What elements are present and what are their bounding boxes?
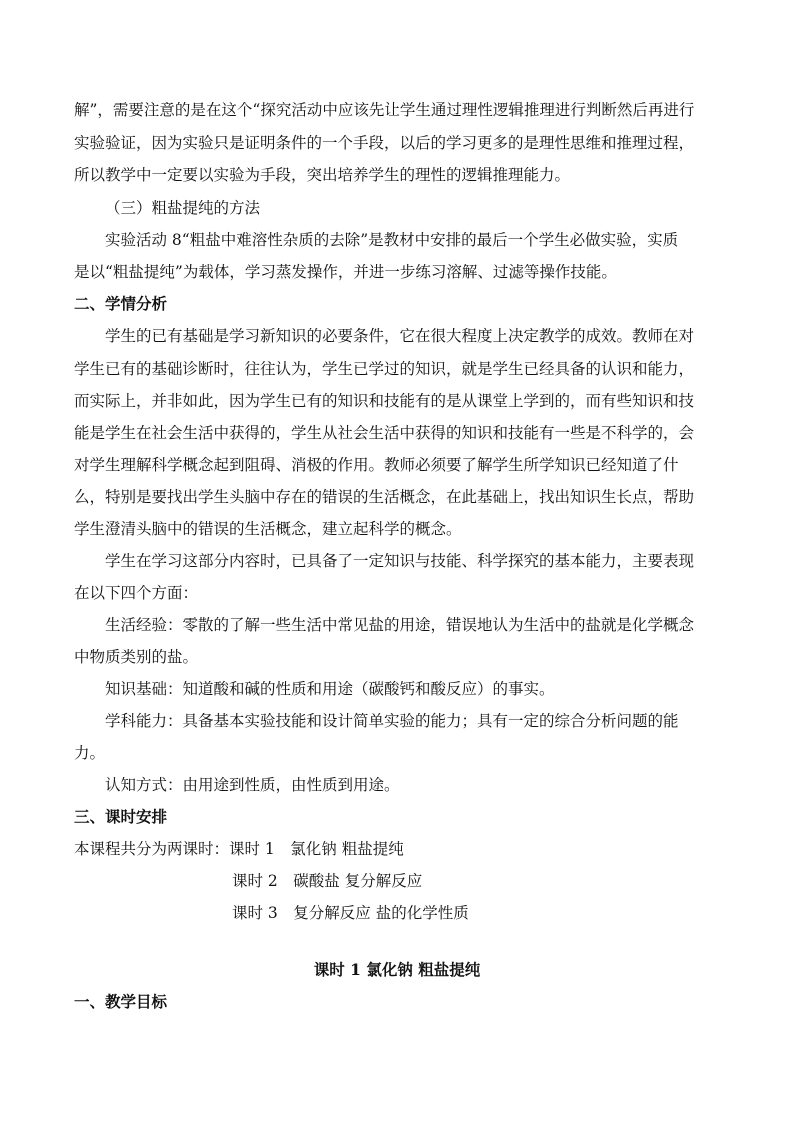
paragraph-line: 力。 xyxy=(74,744,106,762)
lesson-title: 课时 1 氯化钠 粗盐提纯 xyxy=(313,960,481,979)
schedule-line: 课时 2 碳酸盐 复分解反应 xyxy=(232,872,423,890)
paragraph-line: 么，特别是要找出学生头脑中存在的错误的生活概念，在此基础上，找出知识生长点，帮助 xyxy=(74,488,695,506)
paragraph-line: 认知方式：由用途到性质，由性质到用途。 xyxy=(105,776,400,794)
section-heading: 三、课时安排 xyxy=(74,807,168,826)
paragraph-line: 知识基础：知道酸和碱的性质和用途（碳酸钙和酸反应）的事实。 xyxy=(105,680,555,698)
section-heading: 一、教学目标 xyxy=(74,992,168,1011)
paragraph-line: 对学生理解科学概念起到阻碍、消极的作用。教师必须要了解学生所学知识已经知道了什 xyxy=(74,456,679,474)
schedule-line: 本课程共分为两课时：课时 1 氯化钠 粗盐提纯 xyxy=(74,840,404,858)
paragraph-line: 是以“粗盐提纯”为载体，学习蒸发操作，并进一步练习溶解、过滤等操作技能。 xyxy=(74,263,617,281)
paragraph-line: 学生在学习这部分内容时，已具备了一定知识与技能、科学探究的基本能力，主要表现 xyxy=(105,552,695,570)
paragraph-line: 学生澄清头脑中的错误的生活概念，建立起科学的概念。 xyxy=(74,520,462,538)
paragraph-line: 学生的已有基础是学习新知识的必要条件，它在很大程度上决定教学的成效。教师在对 xyxy=(105,327,695,345)
paragraph-line: 实验验证，因为实验只是证明条件的一个手段，以后的学习更多的是理性思维和推理过程， xyxy=(74,134,695,152)
paragraph-line: 中物质类别的盐。 xyxy=(74,648,199,666)
section-heading: 二、学情分析 xyxy=(74,294,168,313)
paragraph-line: 能是学生在社会生活中获得的，学生从社会生活中获得的知识和技能有一些是不科学的，会 xyxy=(74,424,695,442)
paragraph-line: 解”，需要注意的是在这个“探究活动中应该先让学生通过理性逻辑推理进行判断然后再进行 xyxy=(74,101,695,119)
paragraph-line: 所以教学中一定要以实验为手段，突出培养学生的理性的逻辑推理能力。 xyxy=(74,166,571,184)
paragraph-line: 而实际上，并非如此，因为学生已有的知识和技能有的是从课堂上学到的，而有些知识和技 xyxy=(74,392,695,410)
paragraph-line: 学生已有的基础诊断时，往往认为，学生已学过的知识，就是学生已经具备的认识和能力， xyxy=(74,360,695,378)
paragraph-line: 实验活动 8“粗盐中难溶性杂质的去除”是教材中安排的最后一个学生必做实验，实质 xyxy=(105,231,679,249)
schedule-line: 课时 3 复分解反应 盐的化学性质 xyxy=(232,904,469,922)
paragraph-line: 生活经验：零散的了解一些生活中常见盐的用途，错误地认为生活中的盐就是化学概念 xyxy=(105,616,695,634)
paragraph-line: 在以下四个方面： xyxy=(74,584,199,602)
paragraph-line: 学科能力：具备基本实验技能和设计简单实验的能力；具有一定的综合分析问题的能 xyxy=(105,712,679,730)
section-subheading: （三）粗盐提纯的方法 xyxy=(105,199,261,217)
